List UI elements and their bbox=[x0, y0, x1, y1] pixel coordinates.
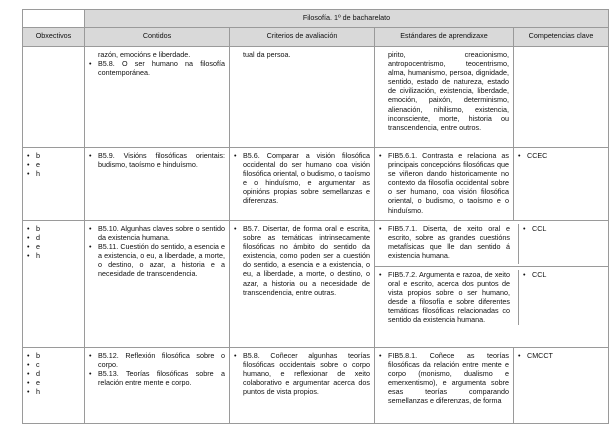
bullet-list bbox=[518, 151, 604, 160]
objective-item: • b bbox=[27, 351, 80, 360]
bullet-list bbox=[89, 224, 225, 279]
standards-continuation: pirito, creacionismo, antropocentrismo, teocentrismo, alma, humanismo, persoa, dignidade, sentido, estado de natureza, estado de civilización, existencia, liberdade, emoción, paixón, determinismo, alienación, nihilismo, existencia, inconsciente, morte, historia ou transcendencia, entre outros. bbox=[388, 50, 509, 132]
objective-item: • e bbox=[27, 378, 80, 387]
criteria-cell bbox=[230, 148, 375, 221]
list-item: • B5.8. Coñecer algunhas teorías filosóficas occidentais sobre o corpo humano, e reflexionar de xeito colaborativo e argumentar acerca dos puntos de vista propios. bbox=[234, 351, 370, 396]
competences-cell bbox=[514, 348, 609, 424]
header-objectives: Obxectivos bbox=[23, 28, 85, 47]
list-item: • B5.10. Algunhas claves sobre o sentido da existencia humana. bbox=[89, 224, 225, 242]
objectives-cell bbox=[23, 348, 85, 424]
bullet-list bbox=[234, 151, 370, 206]
competences-cell bbox=[514, 148, 609, 221]
objective-item: • h bbox=[27, 387, 80, 396]
table-title: Filosofía. 1º de bacharelato bbox=[85, 10, 609, 28]
competences-subcell bbox=[518, 224, 604, 264]
objective-item: • b bbox=[27, 224, 80, 233]
bullet-list bbox=[379, 351, 509, 406]
header-row bbox=[23, 28, 609, 47]
competences-subcell bbox=[518, 270, 604, 325]
objective-item: • e bbox=[27, 160, 80, 169]
standard-sub-row bbox=[375, 266, 608, 327]
contents-continuation: razón, emocións e liberdade. bbox=[98, 50, 191, 59]
contents-cell bbox=[85, 47, 230, 148]
criteria-continuation: tual da persoa. bbox=[243, 50, 291, 59]
bullet-list bbox=[518, 351, 604, 360]
title-blank-cell bbox=[23, 10, 85, 28]
standards-subcell bbox=[379, 270, 518, 325]
list-item: • FIB5.8.1. Coñece as teorías filosóficas da relación entre mente e corpo (monismo, dualismo e emerxentismo), e argumenta sobre esas teorías comparando semellanzas e diferenzas, de forma bbox=[379, 351, 509, 406]
bullet-list bbox=[234, 224, 370, 297]
list-item: • B5.6. Comparar a visión filosófica occidental do ser humano coa visión filosófica oriental, o budismo, o taoísmo e o hinduísmo, e argumentar as opinións propias sobre semellanzas e diferenzas. bbox=[234, 151, 370, 206]
objective-item: • h bbox=[27, 169, 80, 178]
list-item: • FIB5.7.1. Diserta, de xeito oral e escrito, sobre as grandes cuestións metafísicas que lle dan sentido á existencia humana. bbox=[379, 224, 510, 260]
objective-item: • d bbox=[27, 233, 80, 242]
list-item: • B5.13. Teorías filosóficas sobre a relación entre mente e corpo. bbox=[89, 369, 225, 387]
header-contents: Contidos bbox=[85, 28, 230, 47]
objective-item: • d bbox=[27, 369, 80, 378]
bullet-list bbox=[89, 151, 225, 169]
standards-cell bbox=[375, 348, 514, 424]
competence-item: • CCL bbox=[523, 224, 604, 233]
list-item: • B5.11. Cuestión do sentido, a esencia e a existencia, o eu, a liberdade, a morte, o destino, o azar, a historia e a necesidade de transcendencia. bbox=[89, 242, 225, 278]
list-item: • FIB5.7.2. Argumenta e razoa, de xeito oral e escrito, acerca dos puntos de vista propios sobre o ser humano, desde a filosofía e sobre diferentes temáticas filosóficas relacionadas co sentido da existencia humana. bbox=[379, 270, 510, 325]
bullet-list bbox=[89, 351, 225, 387]
title-row bbox=[23, 10, 609, 28]
criteria-cell bbox=[230, 348, 375, 424]
bullet-list bbox=[27, 351, 80, 396]
bullet-list bbox=[379, 151, 509, 215]
standards-competences-split bbox=[375, 221, 609, 348]
list-item: • B5.12. Reflexión filosófica sobre o corpo. bbox=[89, 351, 225, 369]
standards-cell bbox=[375, 148, 514, 221]
standard-sub-row bbox=[375, 221, 608, 266]
curriculum-table bbox=[22, 9, 609, 424]
list-item: • B5.9. Visións filosóficas orientais: budismo, taoísmo e hinduísmo. bbox=[89, 151, 225, 169]
contents-cell bbox=[85, 348, 230, 424]
table-row bbox=[23, 47, 609, 148]
objectives-cell bbox=[23, 148, 85, 221]
header-standards: Estándares de aprendizaxe bbox=[375, 28, 514, 47]
bullet-list bbox=[27, 224, 80, 260]
objective-item: • h bbox=[27, 251, 80, 260]
objective-item: • e bbox=[27, 242, 80, 251]
table-row bbox=[23, 348, 609, 424]
list-item: • B5.8. O ser humano na filosofía contemporánea. bbox=[89, 59, 225, 77]
competence-item: • CMCCT bbox=[518, 351, 604, 360]
objective-item: • c bbox=[27, 360, 80, 369]
table-row bbox=[23, 148, 609, 221]
bullet-list bbox=[27, 151, 80, 178]
table-row bbox=[23, 221, 609, 348]
standards-cell bbox=[375, 47, 514, 148]
objectives-cell bbox=[23, 47, 85, 148]
bullet-list bbox=[234, 351, 370, 396]
list-item: • B5.7. Disertar, de forma oral e escrita, sobre as temáticas intrinsecamente filosóficas no ámbito do sentido da existencia, como poden ser a cuestión do sentido, a esencia e a existencia, o eu, a liberdade, a morte, o destino, o azar, a historia ou a necesidade de transcendencia, entre outras. bbox=[234, 224, 370, 297]
criteria-cell bbox=[230, 221, 375, 348]
contents-cell bbox=[85, 221, 230, 348]
header-criteria: Criterios de avaliación bbox=[230, 28, 375, 47]
objectives-cell bbox=[23, 221, 85, 348]
competence-item: • CCEC bbox=[518, 151, 604, 160]
objective-item: • b bbox=[27, 151, 80, 160]
list-item: • FIB5.6.1. Contrasta e relaciona as principais concepcións filosóficas que se viñeron dando historicamente no contexto da filosofía occidental sobre o ser humano, coa visión filosófica oriental, o budismo, o taoísmo e o hinduísmo. bbox=[379, 151, 509, 215]
competences-cell bbox=[514, 47, 609, 148]
contents-cell bbox=[85, 148, 230, 221]
header-competences: Competencias clave bbox=[514, 28, 609, 47]
criteria-cell bbox=[230, 47, 375, 148]
standards-subcell bbox=[379, 224, 518, 264]
competence-item: • CCL bbox=[523, 270, 604, 279]
